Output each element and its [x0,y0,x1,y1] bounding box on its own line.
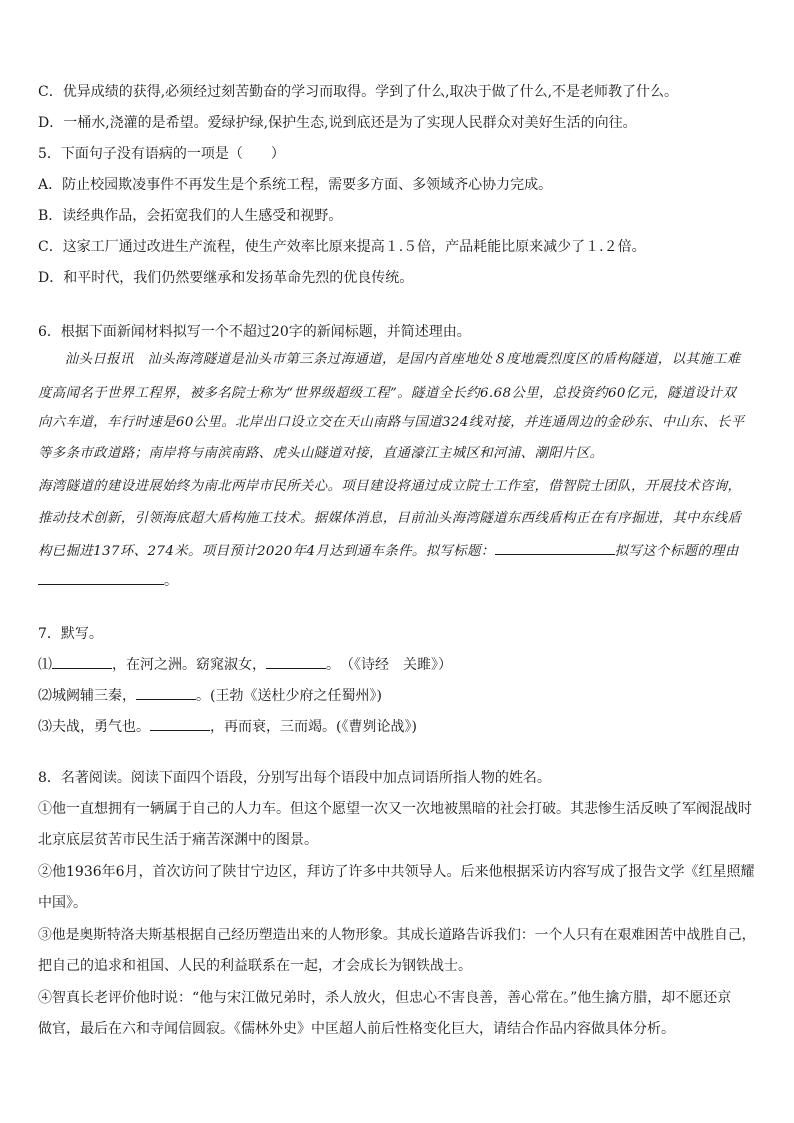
news-line-6: 推动技术创新，引领海底超大盾构施工技术。据媒体消息，目前汕头海湾隧道东西线盾构正在有序掘进，其中东线盾 [38,511,742,526]
q8-passage-2-line-1: ②他1936年6月，首次访问了陕甘宁边区，拜访了许多中共领导人。后来他根据采访内容写成了报告文学《红星照耀 [38,864,755,880]
reason-line-tail: 。 [164,573,178,589]
q8-passage-1-line-2: 北京底层贫苦市民生活于痛苦深渊中的图景。 [38,832,318,848]
q7-stem: 7．默写。 [38,626,103,642]
q5-option-b: B．读经典作品，会拓宽我们的人生感受和视野。 [38,208,343,224]
q7-item-3 [38,716,756,737]
q5-option-c: C．这家工厂通过改进生产流程，使生产效率比原来提高１.５倍，产品耗能比原来减少了１.２倍。 [38,239,646,255]
q7-item-2-text: ⑵城阙辅三秦， [38,688,136,704]
q4-option-c: C．优异成绩的获得,必须经过刻苦勤奋的学习而取得。学到了什么,取决于做了什么,不是老师教了什么。 [38,84,679,100]
q4-option-d: D．一桶水,浇灌的是希望。爱绿护绿,保护生态,说到底还是为了实现人民群众对美好生活的向往。 [38,115,637,131]
q7-item-1-number: ⑴ [38,657,52,673]
q7-item-3-text: ⑶夫战，勇气也。 [38,719,150,735]
q7-item-1-mid: ，在河之洲。窈窕淑女， [112,657,266,673]
q8-passage-4-line-1: ④智真长老评价他时说：“他与宋江做兄弟时，杀人放火，但忠心不害良善，善心常在。”他生擒方腊，却不愿还京 [38,990,732,1006]
q8-passage-2-line-2: 中国》。 [38,895,87,911]
q5-option-d: D．和平时代，我们仍然要继承和发扬革命先烈的优良传统。 [38,270,414,286]
reason-answer-blank[interactable] [38,570,164,585]
q8-passage-3-line-2: 把自己的追求和祖国、人民的利益联系在一起，才会成长为钢铁战士。 [38,958,472,974]
q7-item-1 [38,654,756,675]
q7-blank-2[interactable] [266,654,326,669]
q7-blank-3[interactable] [136,685,196,700]
news-line-1: 汕头日报讯 汕头海湾隧道是汕头市第三条过海通道，是国内首座地处８度地震烈度区的盾构隧道，以其施工难 [64,352,741,367]
news-line-3: 向六车道，车行时速是60公里。北岸出口设立交在天山南路与国道324线对接，并连通周边的金砂东、中山东、长平 [38,415,745,430]
q6-stem: 6．根据下面新闻材料拟写一个不超过20字的新闻标题，并简述理由。 [38,324,471,340]
q8-passage-3-line-1: ③他是奥斯特洛夫斯基根据自己经历塑造出来的人物形象。其成长道路告诉我们：一个人只有在艰难困苦中战胜自己， [38,927,756,943]
q8-passage-1-line-1: ①他一直想拥有一辆属于自己的人力车。但这个愿望一次又一次地被黑暗的社会打破。其悲惨生活反映了军阀混战时 [38,801,752,817]
news-line-7-text: 构已掘进137环、274米。项目预计2020年4月达到通车条件。拟写标题： [38,544,495,559]
news-line-7-tail: 拟写这个标题的理由 [614,544,739,559]
news-line-2: 度高闻名于世界工程界，被多名院士称为“世界级超级工程”。隧道全长约6.68公里，总投资约60亿元，隧道设计双 [38,386,737,401]
q7-blank-1[interactable] [52,654,112,669]
q5-stem: 5．下面句子没有语病的一项是（ ） [38,146,285,162]
q7-item-2 [38,685,756,706]
news-line-7 [38,540,756,562]
q7-item-2-source: 。(王勃《送杜少府之任蜀州》) [196,688,382,704]
reason-line [38,570,756,591]
q5-option-a: A．防止校园欺凌事件不再发生是个系统工程，需要多方面、多领域齐心协力完成。 [38,177,553,193]
q7-item-1-source: 。 （《诗经 关雎》） [326,657,452,673]
news-line-5: 海湾隧道的建设进展始终为南北两岸市民所关心。项目建设将通过成立院士工作室，借智院士团队，开展技术咨询， [38,479,742,494]
title-answer-blank[interactable] [495,540,615,555]
q7-item-3-source: ，再而衰，三而竭。(《曹刿论战》) [210,719,417,735]
q8-stem: 8．名著阅读。阅读下面四个语段，分别写出每个语段中加点词语所指人物的姓名。 [38,770,551,786]
news-line-4: 等多条市政道路；南岸将与南滨南路、虎头山隧道对接，直通濠江主城区和河浦、潮阳片区。 [38,446,604,461]
q8-passage-4-line-2: 做官，最后在六和寺闻信圆寂。《儒林外史》中匡超人前后性格变化巨大，请结合作品内容做具体分析。 [38,1021,675,1037]
q7-blank-4[interactable] [150,716,210,731]
